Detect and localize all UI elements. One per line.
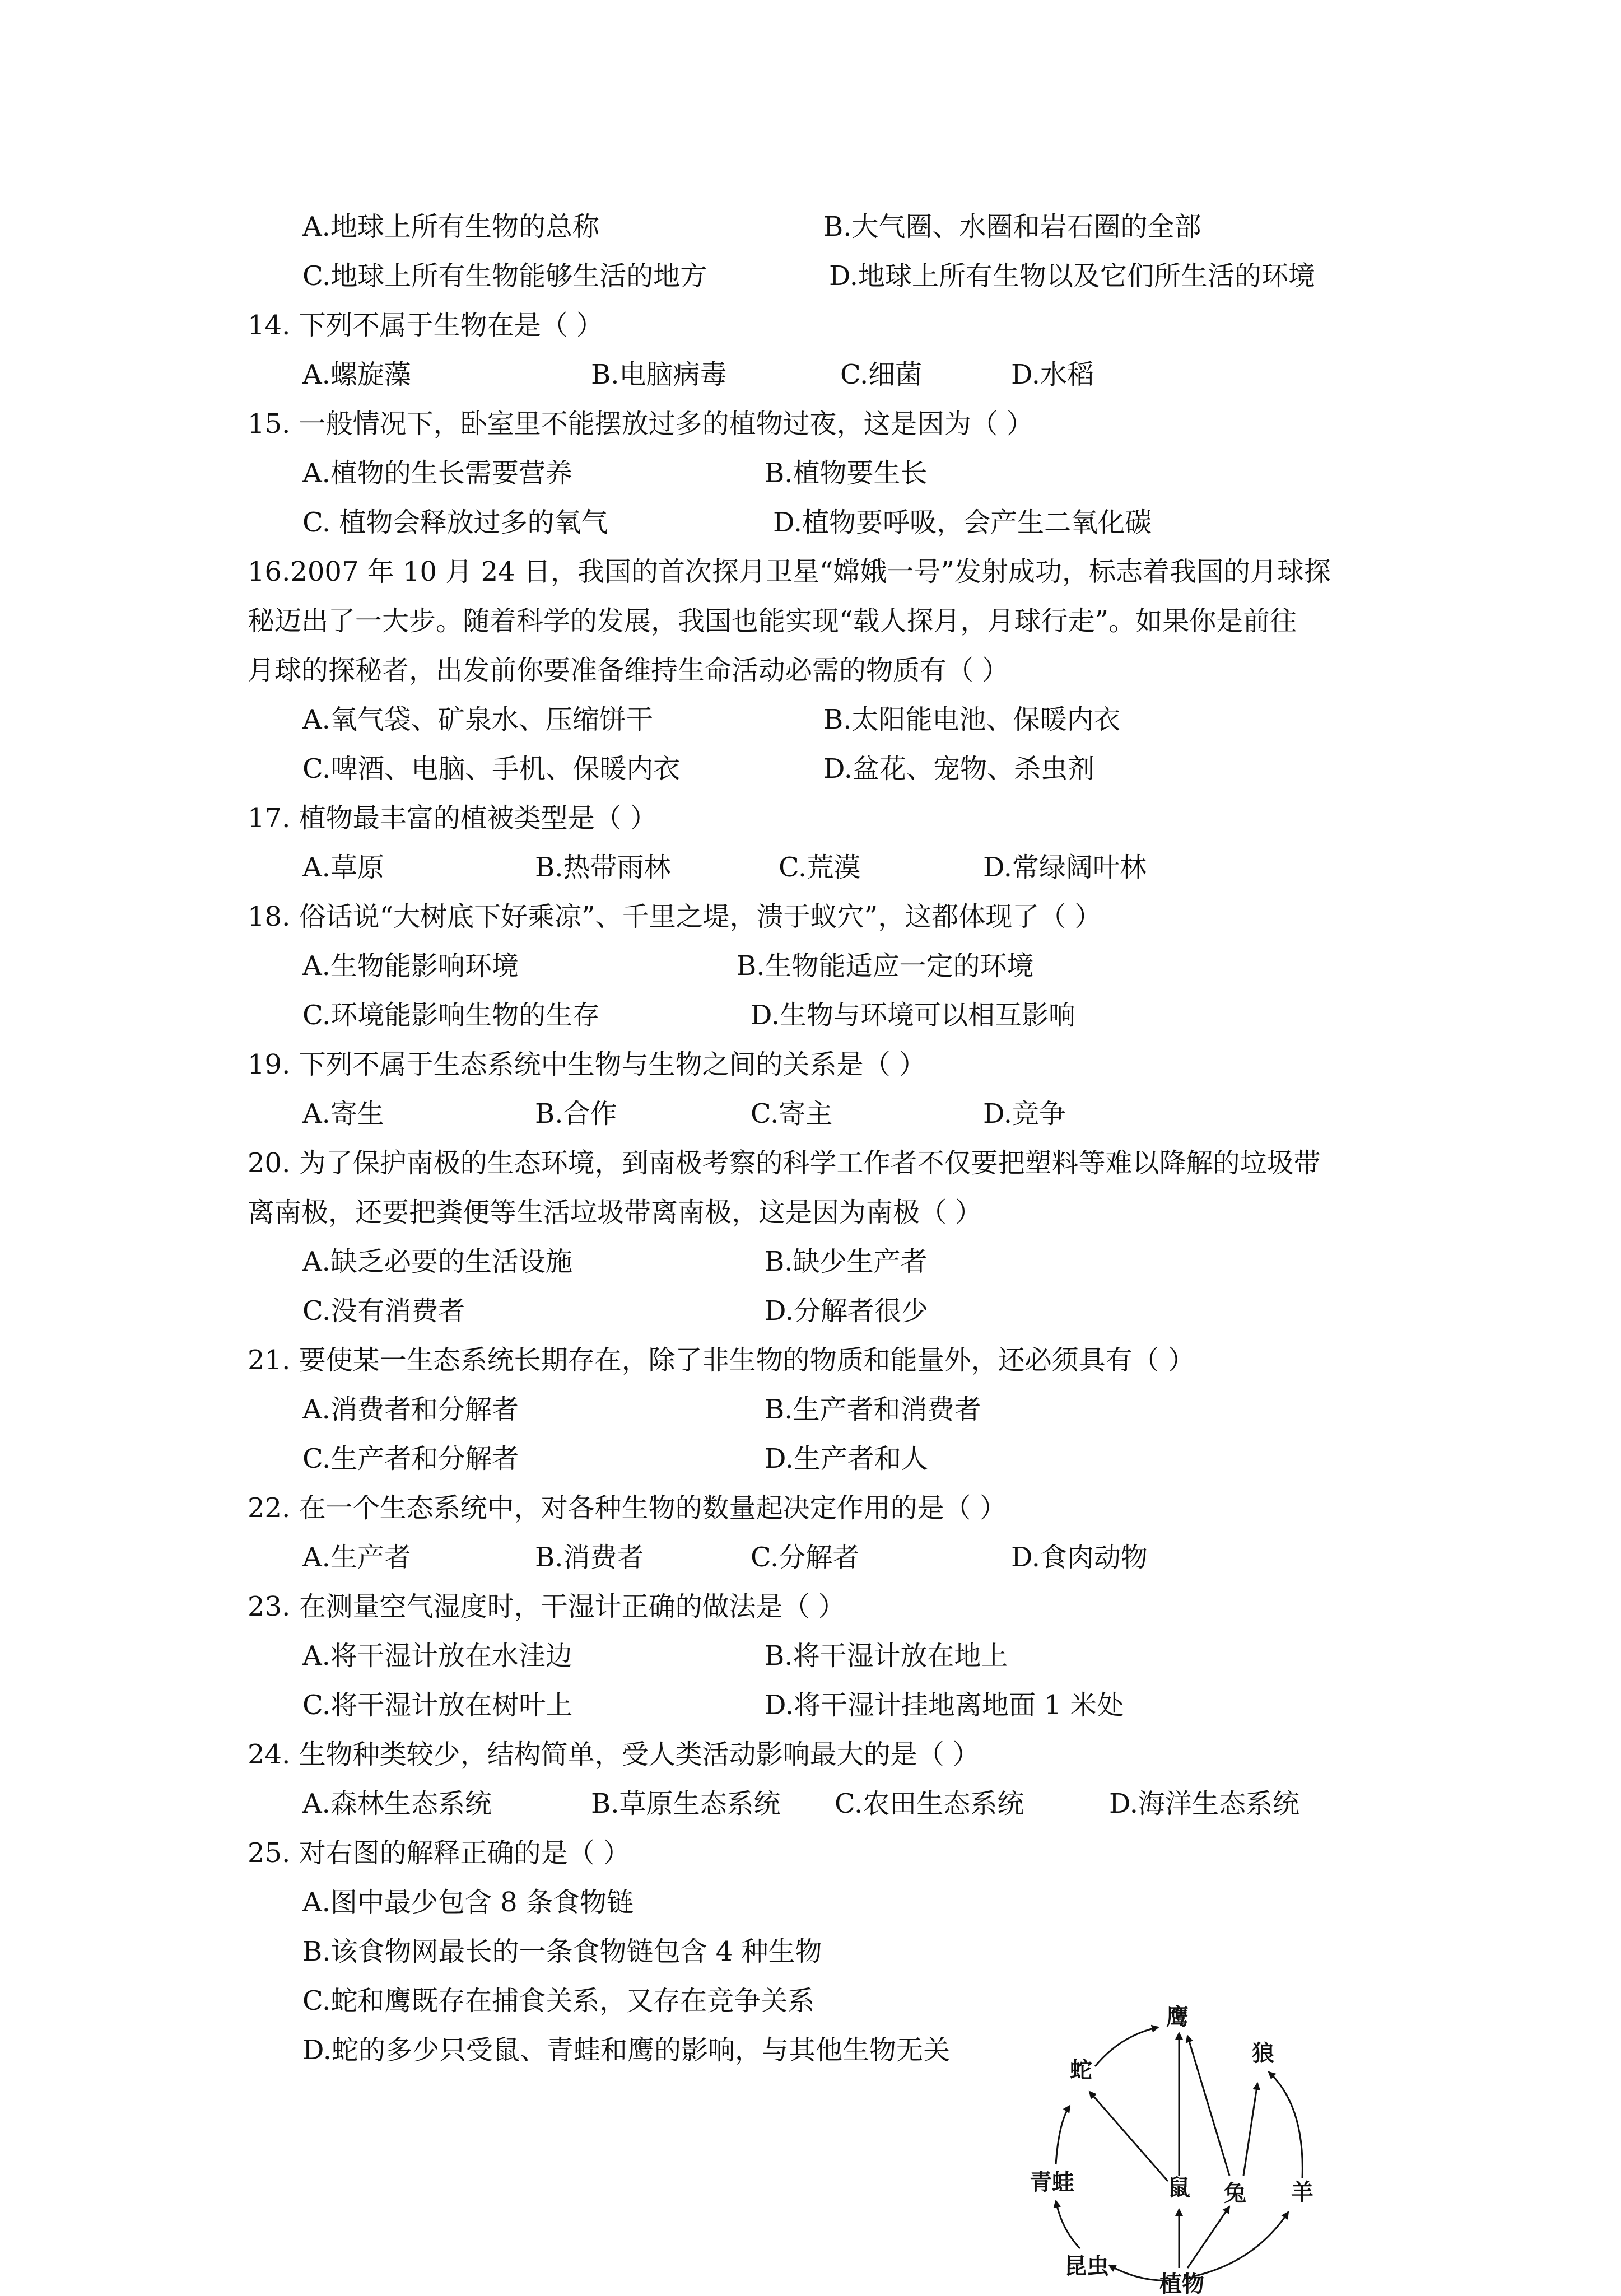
q21-stem: 21. 要使某一生态系统长期存在，除了非生物的物质和能量外，还必须具有（ ） [248,1345,1195,1376]
q13-option-b: B.大气圈、水圈和岩石圈的全部 [823,211,1201,242]
node-snake: 蛇 [1070,2057,1092,2083]
edge-snake-eagle [1095,2027,1158,2066]
q18-option-b: B.生物能适应一定的环境 [737,950,1034,982]
q21-option-c: C.生产者和分解者 [302,1443,519,1474]
node-frog: 青蛙 [1030,2169,1074,2195]
q18-option-a: A.生物能影响环境 [302,950,519,982]
q20-option-b: B.缺少生产者 [765,1246,928,1277]
node-insect: 昆虫 [1064,2253,1109,2279]
q25-option-b: B.该食物网最长的一条食物链包含 4 种生物 [302,1936,822,1967]
q20-option-d: D.分解者很少 [765,1295,929,1327]
q22-option-a: A.生产者 [302,1542,411,1573]
q13-option-a: A.地球上所有生物的总称 [302,211,599,242]
q17-option-a: A.草原 [302,852,384,883]
q18-option-c: C.环境能影响生物的生存 [302,1000,600,1031]
edge-rabbit-wolf [1243,2083,1257,2176]
node-sheep: 羊 [1291,2180,1313,2205]
q16-stem-line-3: 月球的探秘者，出发前你要准备维持生命活动必需的物质有（ ） [248,655,1009,686]
node-wolf: 狼 [1252,2041,1274,2066]
q24-option-a: A.森林生态系统 [302,1788,492,1819]
edge-plant-rabbit [1187,2206,1229,2268]
q23-stem: 23. 在测量空气湿度时，干湿计正确的做法是（ ） [248,1591,845,1622]
edge-rabbit-eagle [1187,2036,1229,2176]
q14-option-a: A.螺旋藻 [302,359,411,390]
q23-option-a: A.将干湿计放在水洼边 [302,1640,572,1672]
q14-stem: 14. 下列不属于生物在是（ ） [248,310,603,341]
edge-sheep-wolf [1269,2072,1302,2178]
q24-option-d: D.海洋生态系统 [1109,1788,1300,1819]
q20-stem-line-1: 20. 为了保护南极的生态环境，到南极考察的科学工作者不仅要把塑料等难以降解的垃圾带 [248,1147,1321,1179]
q25-option-c: C.蛇和鹰既存在捕食关系，又存在竞争关系 [302,1985,815,2017]
q23-option-b: B.将干湿计放在地上 [765,1640,1008,1672]
q20-stem-line-2: 离南极，还要把粪便等生活垃圾带离南极，这是因为南极（ ） [248,1197,982,1228]
q19-stem: 19. 下列不属于生态系统中生物与生物之间的关系是（ ） [248,1049,926,1080]
node-rabbit: 兔 [1224,2181,1246,2206]
q14-option-b: B.电脑病毒 [591,359,727,390]
q21-option-d: D.生产者和人 [765,1443,929,1474]
q20-option-c: C.没有消费者 [302,1295,465,1327]
node-plant: 植物 [1159,2271,1204,2296]
q15-option-c: C. 植物会释放过多的氧气 [302,507,608,538]
q13-option-c: C.地球上所有生物能够生活的地方 [302,260,707,292]
q25-option-a: A.图中最少包含 8 条食物链 [302,1887,634,1918]
q15-stem: 15. 一般情况下，卧室里不能摆放过多的植物过夜，这是因为（ ） [248,408,1033,440]
q15-option-d: D.植物要呼吸，会产生二氧化碳 [773,507,1152,538]
q25-stem: 25. 对右图的解释正确的是（ ） [248,1837,630,1869]
edge-insect-frog [1056,2201,1080,2248]
q19-option-a: A.寄生 [302,1098,384,1130]
edge-plant-sheep [1193,2212,1288,2276]
q21-option-a: A.消费者和分解者 [302,1394,519,1425]
q24-stem: 24. 生物种类较少，结构简单，受人类活动影响最大的是（ ） [248,1739,980,1770]
edge-frog-snake [1056,2106,1070,2164]
q16-stem-line-2: 秘迈出了一大步。随着科学的发展，我国也能实现“载人探月，月球行走”。如果你是前往 [248,605,1297,637]
q17-option-b: B.热带雨林 [535,852,671,883]
q16-stem-line-1: 16.2007 年 10 月 24 日，我国的首次探月卫星“嫦娥一号”发射成功，标志着我国的月球探 [248,556,1331,587]
q18-option-d: D.生物与环境可以相互影响 [751,1000,1076,1031]
q22-option-c: C.分解者 [751,1542,860,1573]
node-eagle: 鹰 [1166,2004,1189,2030]
q17-option-c: C.荒漠 [779,852,861,883]
q24-option-c: C.农田生态系统 [835,1788,1024,1819]
q17-option-d: D.常绿阔叶林 [983,852,1147,883]
q22-option-b: B.消费者 [535,1542,644,1573]
food-web-diagram [1008,1994,1344,2296]
q20-option-a: A.缺乏必要的生活设施 [302,1246,572,1277]
q16-option-b: B.太阳能电池、保暖内衣 [823,704,1121,735]
q24-option-b: B.草原生态系统 [591,1788,781,1819]
edge-mouse-snake [1089,2092,1168,2181]
node-mouse: 鼠 [1168,2175,1190,2201]
q21-option-b: B.生产者和消费者 [765,1394,981,1425]
q17-stem: 17. 植物最丰富的植被类型是（ ） [248,802,657,834]
q15-option-b: B.植物要生长 [765,458,928,489]
q19-option-d: D.竞争 [983,1098,1066,1130]
q22-option-d: D.食肉动物 [1011,1542,1148,1573]
q19-option-c: C.寄主 [751,1098,833,1130]
q16-option-a: A.氧气袋、矿泉水、压缩饼干 [302,704,653,735]
q23-option-d: D.将干湿计挂地离地面 1 米处 [765,1690,1124,1721]
q16-option-d: D.盆花、宠物、杀虫剂 [823,753,1095,785]
q19-option-b: B.合作 [535,1098,617,1130]
q16-option-c: C.啤酒、电脑、手机、保暖内衣 [302,753,681,785]
q25-option-d: D.蛇的多少只受鼠、青蛙和鹰的影响，与其他生物无关 [302,2034,951,2066]
q18-stem: 18. 俗话说“大树底下好乘凉”、千里之堤，溃于蚁穴”，这都体现了（ ） [248,901,1102,932]
q15-option-a: A.植物的生长需要营养 [302,458,572,489]
q13-option-d: D.地球上所有生物以及它们所生活的环境 [829,260,1316,292]
q14-option-d: D.水稻 [1011,359,1094,390]
q22-stem: 22. 在一个生态系统中，对各种生物的数量起决定作用的是（ ） [248,1492,1007,1524]
q23-option-c: C.将干湿计放在树叶上 [302,1690,573,1721]
q14-option-c: C.细菌 [840,359,923,390]
